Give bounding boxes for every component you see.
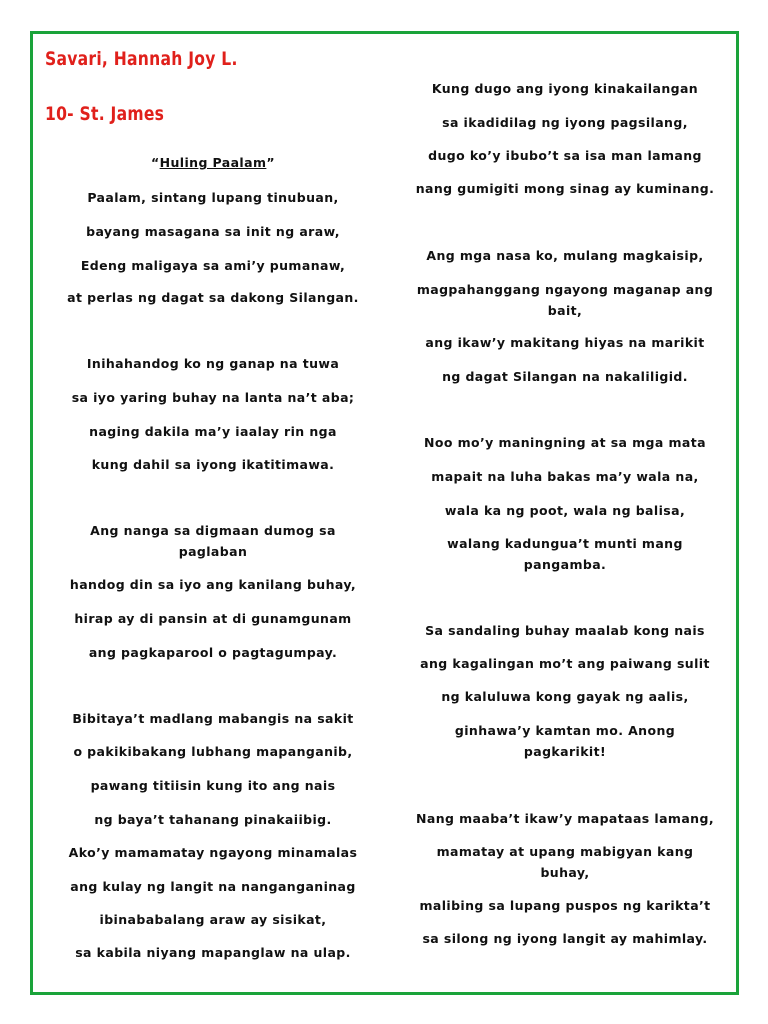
poem-line: at perlas ng dagat sa dakong Silangan. — [67, 290, 359, 305]
poem-line: malibing sa lupang puspos ng karikta’t — [419, 898, 711, 913]
poem-line: sa ikadidilag ng iyong pagsilang, — [442, 115, 688, 130]
poem-line: naging dakila ma’y iaalay rin nga — [89, 424, 337, 439]
poem-line: ng baya’t tahanang pinakaiibig. — [94, 812, 332, 827]
poem-line: Kung dugo ang iyong kinakailangan — [431, 81, 699, 96]
poem-line: pangamba. — [523, 557, 607, 572]
poem-line: Nang maaba’t ikaw’y mapataas lamang, — [416, 811, 714, 826]
poem-line: ng dagat Silangan na nakaliligid. — [442, 369, 688, 384]
poem-line: mapait na luha bakas ma’y wala na, — [431, 469, 699, 484]
student-name: Savari, Hannah Joy L. — [45, 48, 238, 70]
poem-line: mamatay at upang mabigyan kang — [436, 844, 694, 859]
poem-line: o pakikibakang lubhang mapanganib, — [73, 744, 353, 759]
poem-line: Ako’y mamamatay ngayong minamalas — [68, 845, 358, 860]
poem-line: ang kulay ng langit na nanganganinag — [70, 879, 356, 894]
poem-line: sa kabila niyang mapanglaw na ulap. — [75, 945, 351, 960]
poem-line: Inihahandog ko ng ganap na tuwa — [86, 356, 340, 371]
poem-line: wala ka ng poot, wala ng balisa, — [444, 503, 686, 518]
poem-line: ang pagkaparool o pagtagumpay. — [88, 645, 338, 660]
poem-line: pagkarikit! — [523, 744, 607, 759]
poem-line: Bibitaya’t madlang mabangis na sakit — [72, 711, 354, 726]
poem-line: nang gumigiti mong sinag ay kuminang. — [415, 181, 715, 196]
poem-line: sa silong ng iyong langit ay mahimlay. — [422, 931, 708, 946]
poem-line: magpahanggang ngayong maganap ang — [416, 282, 714, 297]
poem-line: kung dahil sa iyong ikatitimawa. — [91, 457, 335, 472]
poem-line: bait, — [547, 303, 583, 318]
student-section: 10- St. James — [45, 103, 165, 125]
poem-line: handog din sa iyo ang kanilang buhay, — [69, 577, 357, 592]
poem-line: ng kaluluwa kong gayak ng aalis, — [441, 689, 689, 704]
poem-line: Sa sandaling buhay maalab kong nais — [425, 623, 705, 638]
poem-line: Edeng maligaya sa ami’y pumanaw, — [80, 258, 346, 273]
poem-line: bayang masagana sa init ng araw, — [86, 224, 340, 239]
poem-line: paglaban — [178, 544, 248, 559]
poem-line: pawang titiisin kung ito ang nais — [90, 778, 336, 793]
poem-line: Noo mo’y maningning at sa mga mata — [424, 435, 706, 450]
poem-line: ang kagalingan mo’t ang paiwang sulit — [420, 656, 710, 671]
poem-line: Ang nanga sa digmaan dumog sa — [90, 523, 336, 538]
poem-line: ang ikaw’y makitang hiyas na marikit — [425, 335, 705, 350]
poem-line: dugo ko’y ibubo’t sa isa man lamang — [428, 148, 702, 163]
poem-left-column — [48, 0, 378, 1024]
poem-line: ginhawa’y kamtan mo. Anong — [454, 723, 676, 738]
poem-line: Ang mga nasa ko, mulang magkaisip, — [426, 248, 704, 263]
poem-line: ibinababalang araw ay sisikat, — [99, 912, 327, 927]
poem-title-text: Huling Paalam — [159, 155, 267, 170]
poem-line: buhay, — [540, 865, 590, 880]
poem-line: walang kadungua’t munti mang — [447, 536, 683, 551]
poem-right-column — [400, 0, 730, 1024]
poem-title: “Huling Paalam” — [150, 155, 276, 170]
poem-line: hirap ay di pansin at di gunamgunam — [74, 611, 352, 626]
poem-line: Paalam, sintang lupang tinubuan, — [87, 190, 339, 205]
poem-line: sa iyo yaring buhay na lanta na’t aba; — [71, 390, 355, 405]
